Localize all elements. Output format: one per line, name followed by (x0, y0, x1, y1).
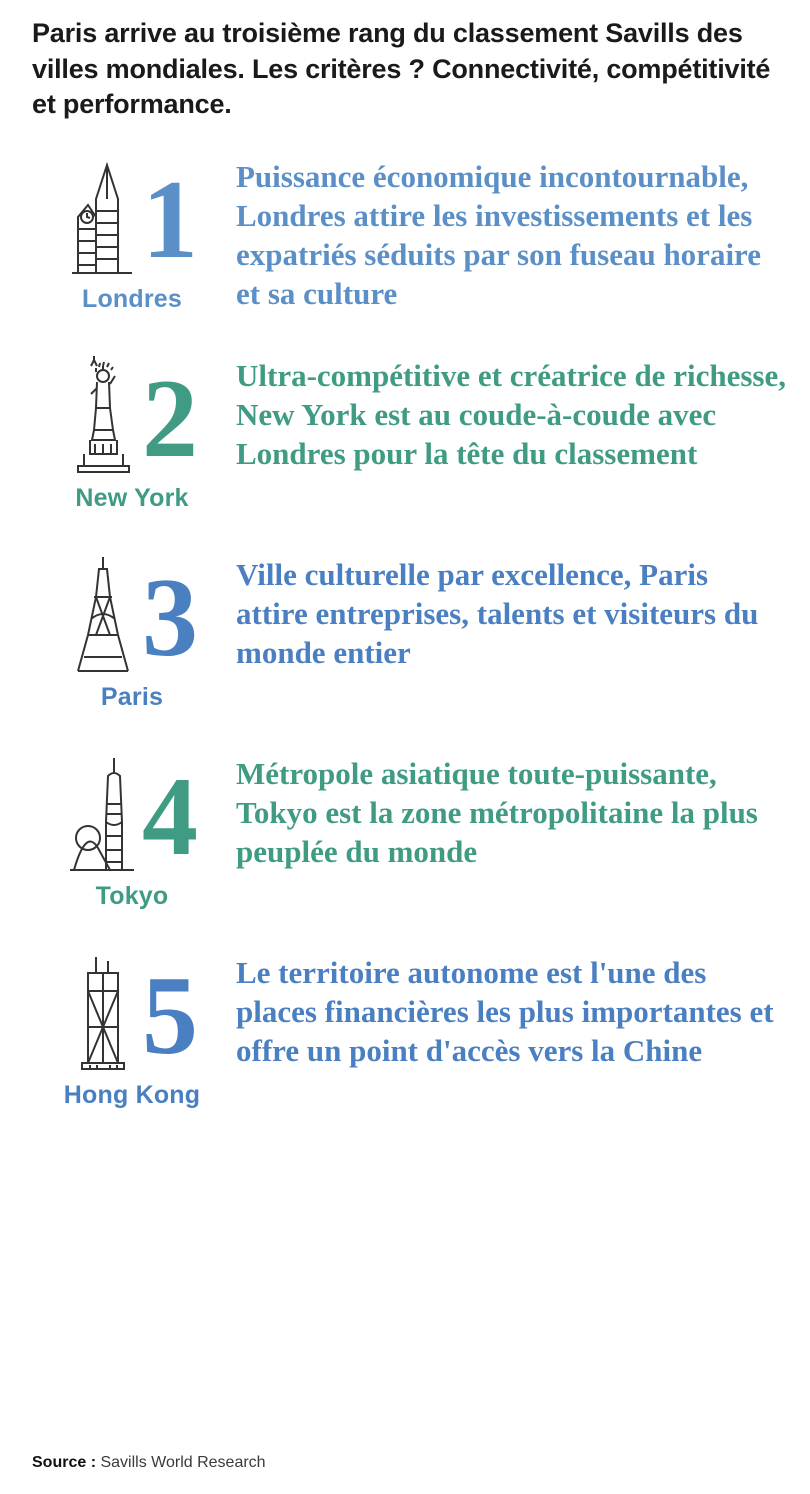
list-item (28, 151, 786, 314)
rank-description: Métropole asiatique toute-puissante, Tokyo est la zone métropolitaine la plus peuplée du monde (236, 755, 758, 869)
source-text: Savills World Research (100, 1454, 266, 1471)
rank-number: 2 (142, 356, 198, 481)
source-label: Source : (32, 1454, 97, 1471)
ranking-list (0, 151, 810, 1110)
rank-description: Ville culturelle par excellence, Paris attire entreprises, talents et visiteurs du monde entier (236, 556, 759, 670)
rank-mark (66, 350, 198, 482)
rank-left-new-york (28, 350, 236, 513)
rank-mark (66, 748, 198, 880)
rank-number: 1 (142, 157, 198, 282)
list-item (28, 549, 786, 712)
list-item (28, 947, 786, 1110)
london-shard-icon (66, 155, 140, 279)
eiffel-tower-icon (66, 553, 140, 677)
city-label: Tokyo (95, 881, 169, 910)
tokyo-skytree-fuji-icon (66, 752, 140, 876)
rank-left-londres (28, 151, 236, 314)
source-line (32, 1454, 266, 1472)
list-item (28, 748, 786, 911)
city-label: New York (75, 483, 189, 512)
rank-description: Le territoire autonome est l'une des places financières les plus importantes et offre un point d'accès vers la Chine (236, 954, 774, 1068)
rank-description: Puissance économique incontournable, Londres attire les investissements et les expatriés séduits par son fuseau horaire et sa culture (236, 158, 762, 312)
rank-number: 3 (142, 555, 198, 680)
rank-mark (66, 549, 198, 681)
statue-of-liberty-icon (66, 354, 140, 478)
city-label: Paris (100, 682, 164, 711)
rank-mark (66, 151, 198, 283)
page-title: Paris arrive au troisième rang du classement Savills des villes mondiales. Les critères ? Connectivité, compétitivité et performance. (32, 18, 771, 120)
rank-left-hong-kong (28, 947, 236, 1110)
rank-number: 5 (142, 953, 198, 1078)
rank-left-paris (28, 549, 236, 712)
city-label: Londres (81, 284, 183, 313)
city-label: Hong Kong (63, 1080, 201, 1109)
rank-left-tokyo (28, 748, 236, 911)
rank-number: 4 (142, 754, 198, 879)
rank-description: Ultra-compétitive et créatrice de richesse, New York est au coude-à-coude avec Londres pour la tête du classement (236, 357, 786, 471)
list-item (28, 350, 786, 513)
rank-mark (66, 947, 198, 1079)
bank-of-china-tower-icon (66, 951, 140, 1075)
